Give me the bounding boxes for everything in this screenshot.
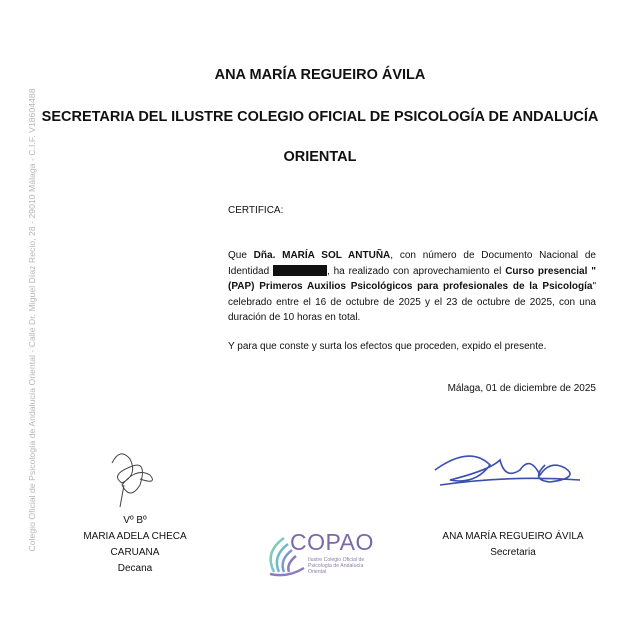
text: , con número de Documento Nacional de Identidad [228,250,596,277]
certifica-label: CERTIFICA: [228,205,284,216]
issuer-role-line2: ORIENTAL [283,149,357,165]
copao-logo [262,529,382,582]
copao-wordmark: COPAO [290,529,374,555]
issuer-name: ANA MARÍA REGUEIRO ÁVILA [214,67,426,83]
signatory-name: ANA MARÍA REGUEIRO ÁVILA [442,531,584,542]
course-name: Curso presencial "(PAP) Primeros Auxilios Psicológicos para profesionales de la Psicología [228,265,596,292]
closing-paragraph: Y para que conste y surta los efectos que proceden, expido el presente. [228,341,547,352]
signatory-right [428,529,598,561]
issuer-role-line1: SECRETARIA DEL ILUSTRE COLEGIO OFICIAL DE PSICOLOGÍA DE ANDALUCÍA [41,109,599,125]
signature-right [430,440,590,510]
signatory-left [60,513,210,577]
side-address-text: Colegio Oficial de Psicología de Andalucía Oriental - Calle Dr. Miguel Díaz Recio, 28 - 29010 Málaga - C.I.F. V18604488 [27,88,37,552]
certificate-paragraph [228,248,596,326]
signatory-role: Decana [117,563,153,574]
redacted-id [273,265,327,276]
text: , ha realizado con aprovechamiento el [327,265,506,277]
text: Que [228,250,254,261]
copao-subtitle: Ilustre Colegio Oficial de Psicología de Andalucía Oriental [308,557,365,575]
signatory-name: MARIA ADELA CHECA CARUANA [83,531,187,558]
signature-left [100,445,165,510]
signatory-role: Secretaria [490,547,536,558]
vobo-label: Vº Bº [123,515,147,526]
recipient-name: Dña. MARÍA SOL ANTUÑA [253,250,391,261]
issue-date: Málaga, 01 de diciembre de 2025 [447,383,596,394]
text: " celebrado entre el 16 de octubre de 2025 y el 23 de octubre de 2025, con una duración de 10 horas en total. [228,281,596,323]
